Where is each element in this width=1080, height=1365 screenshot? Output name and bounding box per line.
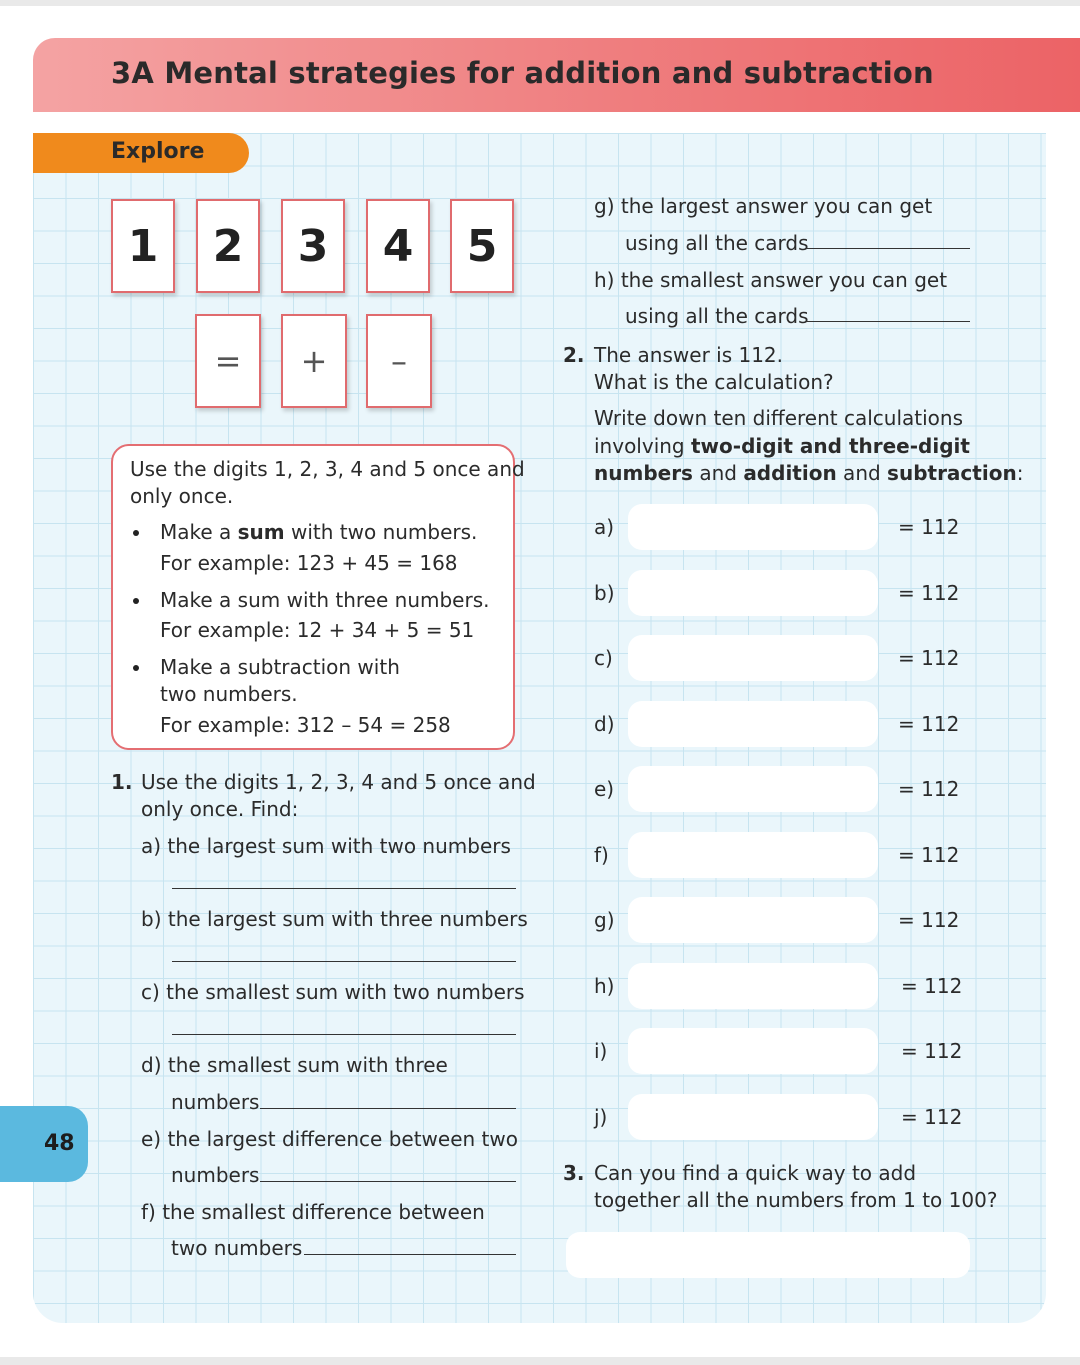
q2-answer-box-e[interactable] (628, 766, 878, 812)
answer-line-1b[interactable] (172, 961, 516, 962)
digit-card-2: 2 (196, 199, 260, 293)
bullet-text: with two numbers. (284, 520, 478, 544)
bullet-sum-two (160, 519, 477, 546)
operator-card-minus: – (366, 314, 432, 408)
bullet-dot (133, 665, 139, 671)
question-1c: c) the smallest sum with two numbers (141, 980, 525, 1004)
question-2-line3: Write down ten different calculations (594, 406, 963, 430)
q2-answer-box-d[interactable] (628, 701, 878, 747)
answer-line-1c[interactable] (172, 1034, 516, 1035)
question-1b: b) the largest sum with three numbers (141, 907, 528, 931)
question-1h: h) the smallest answer you can get (594, 268, 948, 292)
question-2-line1: The answer is 112. (594, 343, 784, 367)
q2-answer-box-j[interactable] (628, 1094, 878, 1140)
q3-answer-box[interactable] (566, 1232, 970, 1278)
question-1a: a) the largest sum with two numbers (141, 834, 511, 858)
page-number: 48 (44, 1131, 75, 1156)
example-subtraction: For example: 312 – 54 = 258 (160, 713, 451, 737)
question-2-line4 (594, 433, 970, 460)
digit-card-4: 4 (366, 199, 430, 293)
operator-card-equals: = (195, 314, 261, 408)
page-title: 3A Mental strategies for addition and subtraction (111, 56, 934, 90)
question-3-line2: together all the numbers from 1 to 100? (594, 1188, 998, 1212)
explore-label: Explore (111, 139, 205, 164)
q2-equals-112: = 112 (901, 1105, 963, 1129)
bullet-subtraction: Make a subtraction with (160, 655, 400, 679)
q2-row-label: f) (594, 843, 609, 867)
digit-card-1: 1 (111, 199, 175, 293)
bullet-dot (133, 530, 139, 536)
question-1d: d) the smallest sum with three (141, 1053, 448, 1077)
q2-bold-numbers: numbers (594, 461, 693, 485)
instructions-line2: only once. (130, 484, 234, 508)
question-1f-2: two numbers (171, 1236, 303, 1260)
q2-equals-112: = 112 (898, 646, 960, 670)
q2-row-label: g) (594, 908, 615, 932)
bullet-sum-three: Make a sum with three numbers. (160, 588, 490, 612)
q2-answer-box-i[interactable] (628, 1028, 878, 1074)
q2-equals-112: = 112 (898, 515, 960, 539)
bullet-text: Make a (160, 520, 238, 544)
question-1f: f) the smallest difference between (141, 1200, 485, 1224)
q2-bold-text: two-digit and three-digit (690, 434, 970, 458)
q2-equals-112: = 112 (901, 974, 963, 998)
example-sum-three: For example: 12 + 34 + 5 = 51 (160, 618, 475, 642)
q2-row-label: e) (594, 777, 615, 801)
q2-row-label: i) (594, 1039, 608, 1063)
q2-row-label: d) (594, 712, 615, 736)
bullet-dot (133, 598, 139, 604)
question-2-line5 (594, 460, 1023, 487)
q2-row-label: b) (594, 581, 615, 605)
question-1g-2: using all the cards (625, 231, 809, 255)
question-3-number: 3. (563, 1161, 585, 1185)
question-1-number: 1. (111, 770, 133, 794)
q2-answer-box-g[interactable] (628, 897, 878, 943)
q2-text: : (1016, 461, 1024, 485)
question-1g: g) the largest answer you can get (594, 194, 933, 218)
question-2-line2: What is the calculation? (594, 370, 834, 394)
q2-row-label: a) (594, 515, 615, 539)
question-1-stem: Use the digits 1, 2, 3, 4 and 5 once and (141, 770, 536, 794)
q2-bold-subtraction: subtraction (887, 461, 1017, 485)
q2-equals-112: = 112 (898, 581, 960, 605)
q2-text: involving (594, 434, 691, 458)
q2-equals-112: = 112 (898, 908, 960, 932)
q2-answer-box-c[interactable] (628, 635, 878, 681)
answer-line-1h[interactable] (806, 321, 970, 322)
answer-line-1d[interactable] (260, 1108, 516, 1109)
q2-equals-112: = 112 (901, 1039, 963, 1063)
answer-line-1a[interactable] (172, 888, 516, 889)
digit-card-5: 5 (450, 199, 514, 293)
question-1h-2: using all the cards (625, 304, 809, 328)
top-strip (0, 0, 1080, 6)
answer-line-1g[interactable] (806, 248, 970, 249)
question-1d-2: numbers (171, 1090, 260, 1114)
question-1e: e) the largest difference between two (141, 1127, 518, 1151)
q2-answer-box-a[interactable] (628, 504, 878, 550)
q2-equals-112: = 112 (898, 712, 960, 736)
question-3-line1: Can you find a quick way to add (594, 1161, 917, 1185)
explore-tab (33, 133, 249, 173)
q2-equals-112: = 112 (898, 777, 960, 801)
bullet-subtraction-2: two numbers. (160, 682, 298, 706)
q2-text: and (692, 461, 744, 485)
q2-row-label: c) (594, 646, 613, 670)
q2-equals-112: = 112 (898, 843, 960, 867)
chapter-header (33, 38, 1080, 112)
q2-bold-addition: addition (743, 461, 837, 485)
q2-answer-box-f[interactable] (628, 832, 878, 878)
bottom-strip (0, 1357, 1080, 1365)
q2-row-label: j) (594, 1105, 608, 1129)
example-sum-two: For example: 123 + 45 = 168 (160, 551, 458, 575)
answer-line-1f[interactable] (304, 1254, 516, 1255)
q2-answer-box-h[interactable] (628, 963, 878, 1009)
q2-row-label: h) (594, 974, 615, 998)
question-2-number: 2. (563, 343, 585, 367)
digit-card-3: 3 (281, 199, 345, 293)
question-1-stem-2: only once. Find: (141, 797, 299, 821)
bullet-bold-sum: sum (237, 520, 285, 544)
operator-card-plus: + (281, 314, 347, 408)
answer-line-1e[interactable] (260, 1181, 516, 1182)
question-1e-2: numbers (171, 1163, 260, 1187)
page-number-tab (0, 1106, 88, 1182)
q2-answer-box-b[interactable] (628, 570, 878, 616)
instructions-line1: Use the digits 1, 2, 3, 4 and 5 once and (130, 457, 525, 481)
q2-text: and (836, 461, 888, 485)
